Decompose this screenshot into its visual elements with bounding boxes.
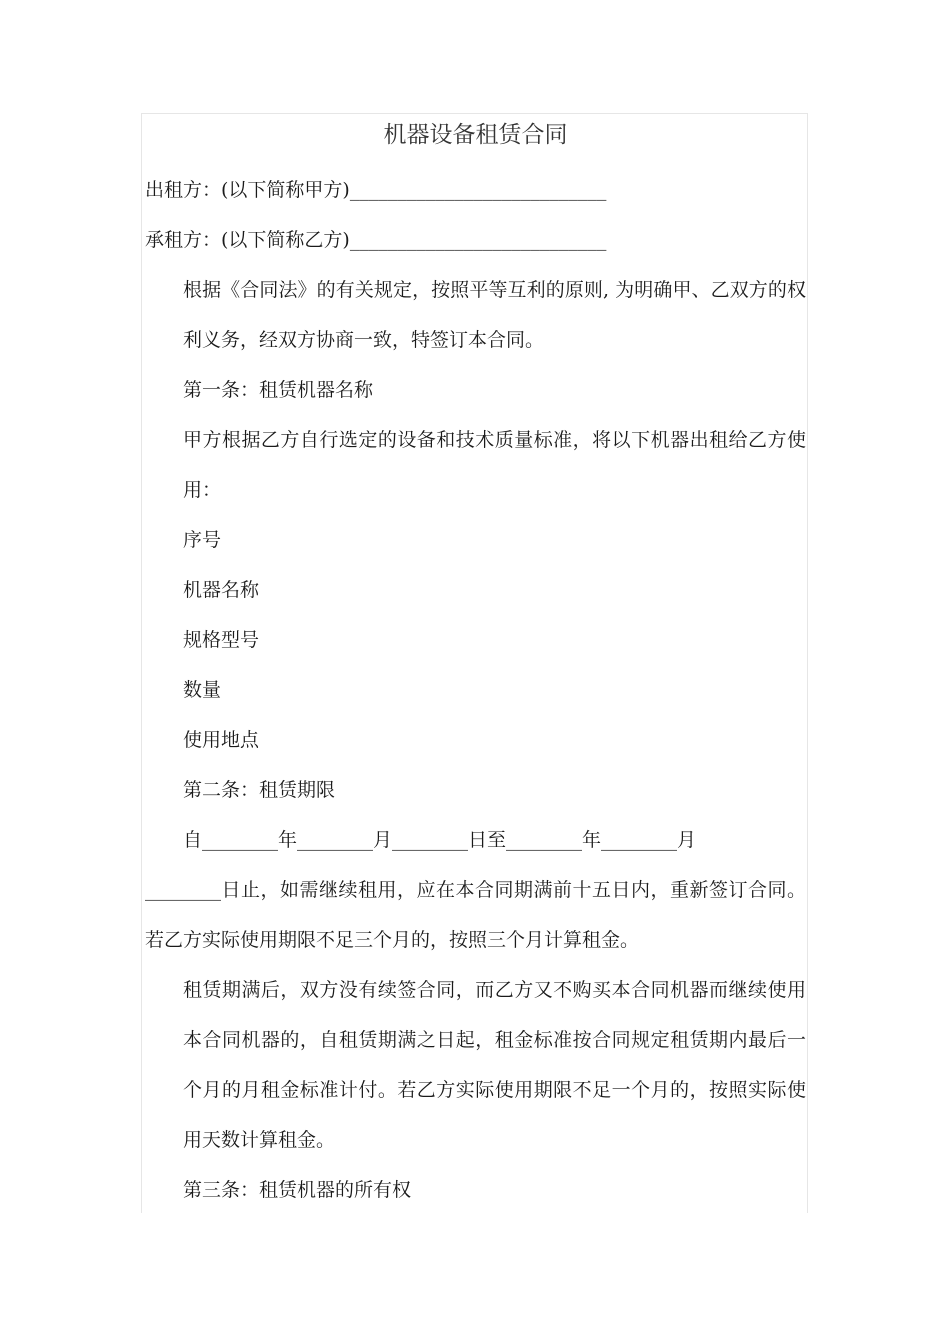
- document-body: [145, 116, 806, 1215]
- intro-paragraph: 根据《合同法》的有关规定，按照平等互利的原则, 为明确甲、乙双方的权利义务，经双方协商一致，特签订本合同。: [183, 279, 806, 351]
- article-2-text: ________日止，如需继续租用，应在本合同期满前十五日内，重新签订合同。若乙方实际使用期限不足三个月的，按照三个月计算租金。: [145, 879, 806, 951]
- article-2-overdue-paragraph: 租赁期满后，双方没有续签合同，而乙方又不购买本合同机器而继续使用本合同机器的，自租赁期满之日起，租金标准按合同规定租赁期内最后一个月的月租金标准计付。若乙方实际使用期限不足一个月的，按照实际使用天数计算租金。: [183, 979, 806, 1151]
- article-2-period-line: 自________年________月________日至________年________月: [183, 829, 697, 851]
- document-title: 机器设备租赁合同: [383, 122, 568, 148]
- table-field-serial: 序号: [183, 529, 222, 551]
- lessor-line: 出租方：(以下简称甲方)___________________________: [145, 179, 607, 201]
- table-field-location: 使用地点: [183, 729, 260, 751]
- article-2-title: 第二条：租赁期限: [183, 779, 336, 801]
- table-field-quantity: 数量: [183, 679, 222, 701]
- table-field-machine-name: 机器名称: [183, 579, 260, 601]
- lessee-line: 承租方：(以下简称乙方)___________________________: [145, 229, 607, 251]
- table-field-model: 规格型号: [183, 629, 260, 651]
- article-1-title: 第一条：租赁机器名称: [183, 379, 374, 401]
- article-1-text: 甲方根据乙方自行选定的设备和技术质量标准，将以下机器出租给乙方使用：: [183, 429, 806, 501]
- article-3-title: 第三条：租赁机器的所有权: [183, 1179, 412, 1201]
